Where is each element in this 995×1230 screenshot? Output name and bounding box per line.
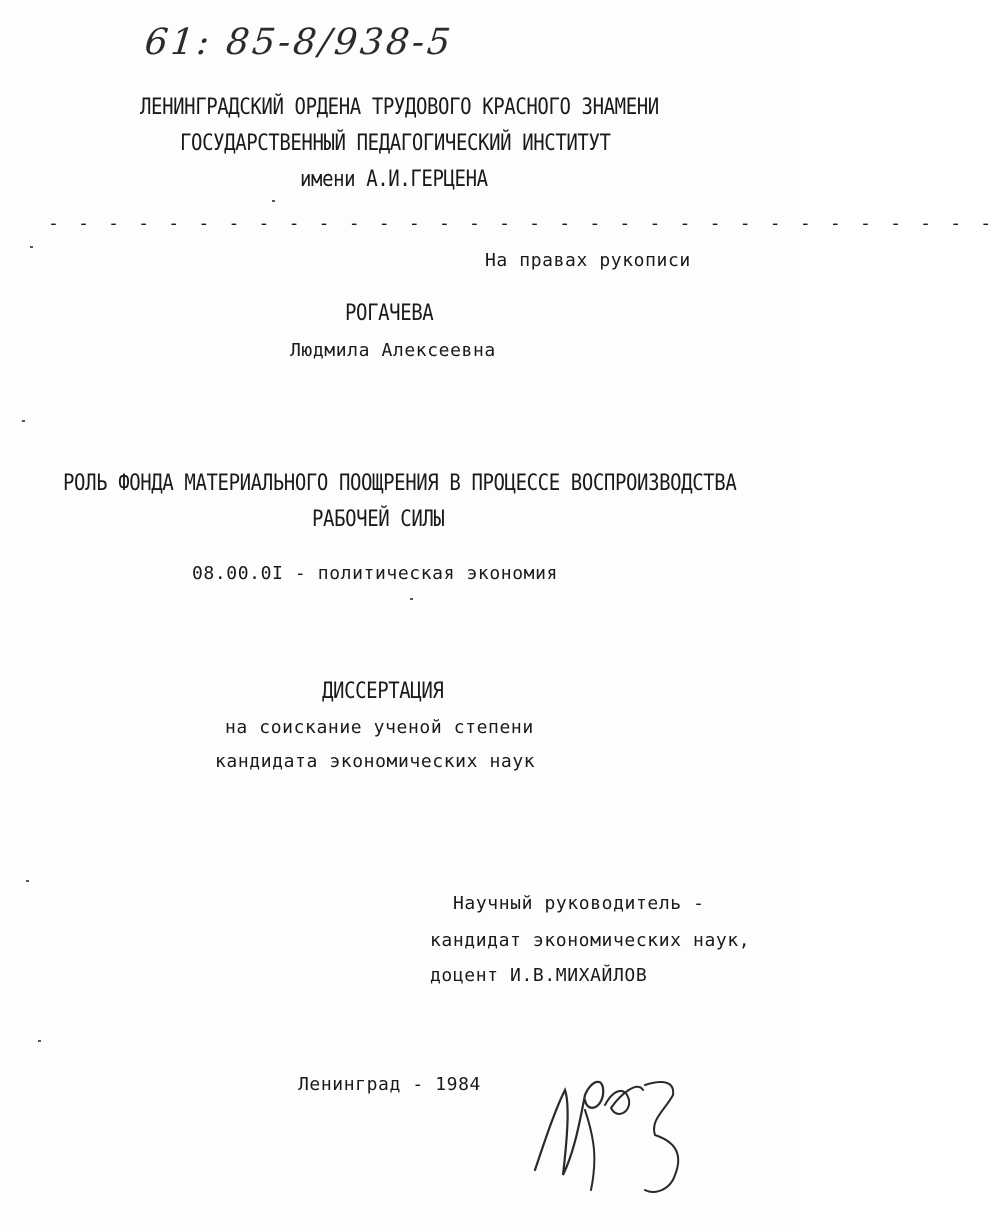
author-given-names: Людмила Алексеевна — [290, 340, 496, 361]
handwritten-signature — [525, 1050, 695, 1200]
author-surname: РОГАЧЕВА — [345, 300, 434, 326]
supervisor-line-1: Научный руководитель - — [453, 893, 705, 914]
degree-line-2: кандидата экономических наук — [215, 751, 536, 772]
paper-speck — [22, 420, 25, 422]
separator-line: - - - - - - - - - - - - - - - - - - - - - - - - - - - - - - - - — [48, 213, 995, 234]
place-year: Ленинград - 1984 — [298, 1074, 481, 1095]
paper-speck — [30, 246, 33, 248]
title-line-2: РАБОЧЕЙ СИЛЫ — [312, 506, 445, 532]
rights-note: На правах рукописи — [485, 250, 691, 271]
work-type-label: ДИССЕРТАЦИЯ — [322, 678, 444, 704]
supervisor-line-2: кандидат экономических наук, — [430, 930, 751, 951]
archive-number: 61: 85-8/938-5 — [142, 22, 456, 63]
supervisor-line-3: доцент И.В.МИХАЙЛОВ — [430, 965, 648, 986]
paper-speck — [410, 598, 413, 600]
paper-speck — [38, 1040, 41, 1042]
degree-line-1: на соискание ученой степени — [225, 717, 534, 738]
institution-line-1: ЛЕНИНГРАДСКИЙ ОРДЕНА ТРУДОВОГО КРАСНОГО ЗНАМЕНИ — [140, 94, 659, 120]
institution-line-2: ГОСУДАРСТВЕННЫЙ ПЕДАГОГИЧЕСКИЙ ИНСТИТУТ — [180, 130, 611, 156]
specialty-code: 08.00.0I - политическая экономия — [192, 563, 558, 584]
institution-line-3: имени А.И.ГЕРЦЕНА — [300, 166, 488, 192]
paper-speck — [272, 200, 275, 202]
paper-speck — [26, 880, 29, 882]
title-line-1: РОЛЬ ФОНДА МАТЕРИАЛЬНОГО ПООЩРЕНИЯ В ПРОЦЕССЕ ВОСПРОИЗВОДСТВА — [63, 470, 737, 496]
